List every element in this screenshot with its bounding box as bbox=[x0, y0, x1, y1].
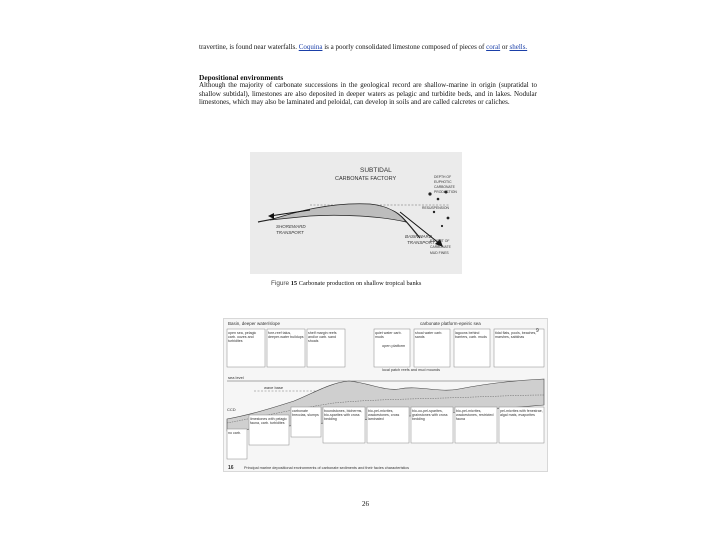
figure-2-caption: Principal marine depositional environments of carbonate sediments and their facies characteristics bbox=[244, 466, 410, 470]
bottom-cell-text-4: boundstones, bioherms, bio-sparites with cross bedding bbox=[324, 409, 363, 421]
coquina-link[interactable]: Coquina bbox=[298, 43, 323, 51]
label-depth-3: CARBONATE bbox=[434, 185, 455, 189]
top-cell-text-3: shelf margin reefs and/or carb. sand shoals bbox=[308, 331, 337, 343]
label-export-2: CARBONATE bbox=[430, 245, 451, 249]
label-basinward-2: TRANSPORT bbox=[407, 240, 435, 245]
platform-title: carbonate platform-epeiric sea bbox=[420, 321, 481, 326]
label-export-3: MUD FINES bbox=[430, 251, 449, 255]
figure-1-caption bbox=[271, 280, 421, 287]
label-subtidal: SUBTIDAL bbox=[360, 167, 392, 174]
label-export-1: EXPORT OF bbox=[430, 239, 450, 243]
bottom-cell-text-5: bio-pel-micrites, wackestones, cross laminated bbox=[368, 409, 400, 421]
paragraph-1-text: travertine, is found near waterfalls. bbox=[199, 43, 297, 51]
local-reefs-label: local patch reefs and mud mounds bbox=[382, 368, 441, 372]
bottom-cell-text-6: bio-oo-pel-sparites, grainstones with cross bedding bbox=[412, 409, 448, 421]
label-basinward-1: BASINWARD bbox=[405, 234, 433, 239]
figure-1-caption-text: Carbonate production on shallow tropical banks bbox=[297, 280, 422, 287]
bottom-cell-text-1: no carb. bbox=[228, 431, 241, 435]
figure-carbonate-production bbox=[250, 152, 462, 274]
figure-1-drawing bbox=[250, 152, 462, 274]
particle-dot bbox=[437, 198, 440, 201]
label-depth-4: PRODUCTION bbox=[434, 190, 457, 194]
particle-dot bbox=[441, 225, 443, 227]
label-depth-2: EUPHOTIC bbox=[434, 180, 452, 184]
corner-number: 9 bbox=[536, 328, 539, 334]
label-shoreward-2: TRANSPORT bbox=[276, 230, 304, 235]
top-cell-text-1: open sea, pelagic carb. oozes and turbidites bbox=[228, 331, 257, 343]
figure-depositional-environments bbox=[223, 318, 548, 472]
bottom-cell-text-7: bio-pel-micrites, wackestones, restricted fauna bbox=[456, 409, 494, 421]
ccd-label: CCD bbox=[227, 407, 236, 412]
basin-label: Basin, deeper water/slope bbox=[228, 321, 281, 326]
coral-link[interactable]: coral bbox=[486, 43, 501, 51]
top-cell-text-7: tidal flats, pools, beaches, marshes, sabkhas bbox=[495, 331, 537, 339]
paragraph-1-or: or bbox=[500, 43, 510, 51]
particle-dot bbox=[447, 217, 450, 220]
bottom-cell-text-2: limestones with pelagic fauna, carb. turbidites bbox=[250, 417, 287, 425]
paragraph-1 bbox=[199, 43, 537, 52]
top-cell-text-6: lagoons behind barriers, carb. muds bbox=[455, 331, 487, 339]
shells-link[interactable]: shells. bbox=[509, 43, 528, 51]
figure-2-drawing bbox=[224, 319, 547, 471]
label-depth-1: DEPTH OF bbox=[434, 175, 452, 179]
section-heading: Depositional environments bbox=[199, 73, 284, 82]
figure-1-caption-number: 15 bbox=[290, 280, 298, 287]
label-resuspension: RESUSPENSION bbox=[422, 206, 449, 210]
wave-base-label: wave base bbox=[264, 385, 284, 390]
top-cell-text-5: shoal water carb. sands bbox=[415, 331, 443, 339]
open-platform-label: open platform bbox=[382, 344, 406, 348]
particle-dot bbox=[433, 211, 435, 213]
paragraph-2: Although the majority of carbonate successions in the geological record are shallow-marine in origin (supratidal to shallow subtidal), limestones are also deposited in deeper waters as pelagic and turbidite beds, and in lakes. Nodular limestones, which may also be laminated and peloidal, can develop in soils and are called calcretes or caliches. bbox=[199, 81, 537, 107]
particle-dot bbox=[428, 192, 431, 195]
figure-2-number: 16 bbox=[228, 465, 234, 471]
top-cell-text-4: quiet water carb. muds bbox=[375, 331, 402, 339]
page-number: 26 bbox=[362, 500, 369, 508]
sea-level-label: sea level bbox=[228, 375, 244, 380]
label-shoreward-1: SHOREWARD bbox=[276, 224, 306, 229]
label-factory: CARBONATE FACTORY bbox=[335, 176, 397, 182]
figure-1-caption-label: Figure bbox=[271, 280, 290, 287]
bottom-cell-text-3: carbonate breccias, slumps bbox=[292, 409, 319, 417]
paragraph-1-middle: is a poorly consolidated limestone composed of pieces of bbox=[322, 43, 487, 51]
top-cell-text-2: fore-reef talus, deeper-water buildups bbox=[268, 331, 304, 339]
bottom-cell-text-8: pel-micrites with fenestrae, algal mats, evaporites bbox=[500, 409, 543, 417]
